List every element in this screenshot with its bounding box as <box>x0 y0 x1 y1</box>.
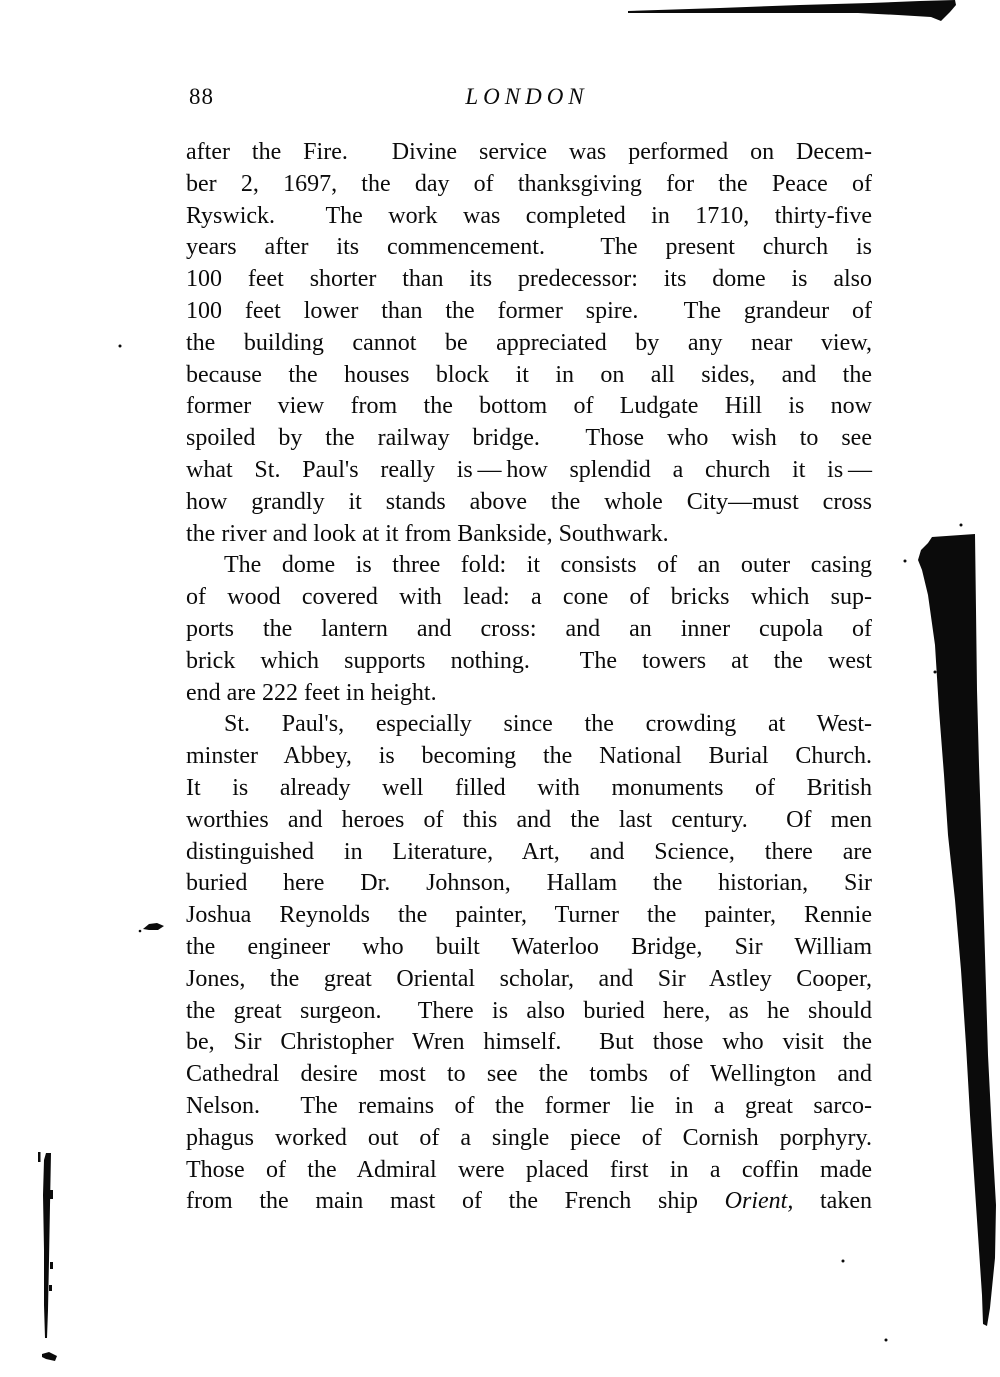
text-line <box>186 487 872 519</box>
text-segment: the river and look at it from Bankside, Southwark. <box>186 520 669 547</box>
text-line <box>186 1186 872 1218</box>
text-segment: The dome is three fold: it consists of an outer casing <box>224 552 872 579</box>
text-line <box>186 996 872 1028</box>
page-number: 88 <box>189 84 214 109</box>
text-line <box>186 201 872 233</box>
ink-speck-icon <box>885 1339 888 1342</box>
text-line <box>186 391 872 423</box>
margin-smudge-icon <box>143 923 164 930</box>
ink-speck-icon <box>934 671 937 674</box>
ink-tick-bottom-left-icon <box>38 1152 41 1162</box>
text-segment: brick which supports nothing. The towers at the west <box>186 647 872 674</box>
text-segment: former view from the bottom of Ludgate Hill is now <box>186 393 872 420</box>
text-line <box>186 773 872 805</box>
text-segment: Ryswick. The work was completed in 1710, thirty-five <box>186 202 872 229</box>
text-line <box>186 614 872 646</box>
ink-line-bottom-left-icon <box>43 1153 51 1338</box>
text-line <box>186 900 872 932</box>
text-segment: It is already well filled with monuments of British <box>186 774 872 801</box>
text-segment: after the Fire. Divine service was performed on Decem- <box>186 139 872 165</box>
text-segment: because the houses block it in on all sides, and the <box>186 361 872 388</box>
text-segment: 100 feet lower than the former spire. The grandeur of <box>186 297 872 324</box>
text-segment: minster Abbey, is becoming the National Burial Church. <box>186 743 872 770</box>
text-line <box>186 455 872 487</box>
ink-nub-icon <box>50 1190 53 1199</box>
text-line <box>186 646 872 678</box>
text-segment: of wood covered with lead: a cone of bricks which sup- <box>186 584 872 611</box>
text-line <box>186 678 872 710</box>
text-segment: ber 2, 1697, the day of thanksgiving for the Peace of <box>186 170 872 197</box>
text-line <box>186 837 872 869</box>
text-line <box>186 582 872 614</box>
ink-blotch-right-edge-icon <box>918 534 996 1326</box>
text-segment: Joshua Reynolds the painter, Turner the painter, Rennie <box>186 902 872 929</box>
text-segment: spoiled by the railway bridge. Those who wish to see <box>186 425 872 452</box>
ink-speck-icon <box>119 345 122 348</box>
text-segment: years after its commencement. The present church is <box>186 234 872 261</box>
text-segment: ports the lantern and cross: and an inner cupola of <box>186 615 872 642</box>
text-line <box>186 1027 872 1059</box>
text-line <box>186 805 872 837</box>
text-segment: end are 222 feet in height. <box>186 679 437 706</box>
ink-nub-icon <box>49 1285 52 1291</box>
text-segment: from the main mast of the French ship <box>186 1188 725 1215</box>
text-line <box>186 296 872 328</box>
text-line <box>186 1123 872 1155</box>
text-line <box>186 519 872 551</box>
text-segment: the great surgeon. There is also buried here, as he should <box>186 997 872 1024</box>
text-line <box>186 264 872 296</box>
text-line <box>186 360 872 392</box>
ink-speck-icon <box>960 524 963 527</box>
text-line <box>186 232 872 264</box>
text-segment: St. Paul's, especially since the crowding at West- <box>224 711 872 738</box>
text-segment: taken <box>793 1188 872 1215</box>
ink-speck-icon <box>842 1260 845 1263</box>
text-line <box>186 423 872 455</box>
text-segment: 100 feet shorter than its predecessor: its dome is also <box>186 266 872 293</box>
text-segment: buried here Dr. Johnson, Hallam the historian, Sir <box>186 870 872 897</box>
text-segment: phagus worked out of a single piece of Cornish porphyry. <box>186 1124 872 1151</box>
text-segment: the building cannot be appreciated by any near view, <box>186 329 872 356</box>
ink-speck-icon <box>904 560 907 563</box>
text-line <box>186 741 872 773</box>
text-line <box>186 709 872 741</box>
text-segment: Those of the Admiral were placed first in a coffin made <box>186 1156 872 1183</box>
text-line <box>186 328 872 360</box>
page-body-text <box>186 137 872 1218</box>
text-segment: Jones, the great Oriental scholar, and Sir Astley Cooper, <box>186 965 872 992</box>
text-line <box>186 550 872 582</box>
text-line <box>186 932 872 964</box>
text-line <box>186 868 872 900</box>
text-segment: Cathedral desire most to see the tombs of Wellington and <box>186 1061 872 1088</box>
ink-nub-icon <box>50 1262 53 1269</box>
ink-streak-top-right-icon <box>628 0 956 21</box>
italic-text-segment: Orient, <box>724 1188 794 1215</box>
text-line <box>186 137 872 169</box>
text-segment: distinguished in Literature, Art, and Science, there are <box>186 838 872 865</box>
text-segment: worthies and heroes of this and the last century. Of men <box>186 806 872 833</box>
text-segment: how grandly it stands above the whole City—must cross <box>186 488 872 515</box>
text-line <box>186 169 872 201</box>
margin-smudge-dot-icon <box>139 930 142 933</box>
text-line <box>186 1059 872 1091</box>
text-line <box>186 1091 872 1123</box>
text-segment: the engineer who built Waterloo Bridge, Sir William <box>186 933 872 960</box>
text-segment: Nelson. The remains of the former lie in a great sarco- <box>186 1092 872 1119</box>
text-line <box>186 964 872 996</box>
text-segment: what St. Paul's really is — how splendid a church it is — <box>186 456 872 483</box>
text-line <box>186 1155 872 1187</box>
text-segment: be, Sir Christopher Wren himself. But those who visit the <box>186 1029 872 1056</box>
ink-mark-bottom-left-icon <box>42 1352 57 1361</box>
running-head-title: LONDON <box>465 84 589 109</box>
